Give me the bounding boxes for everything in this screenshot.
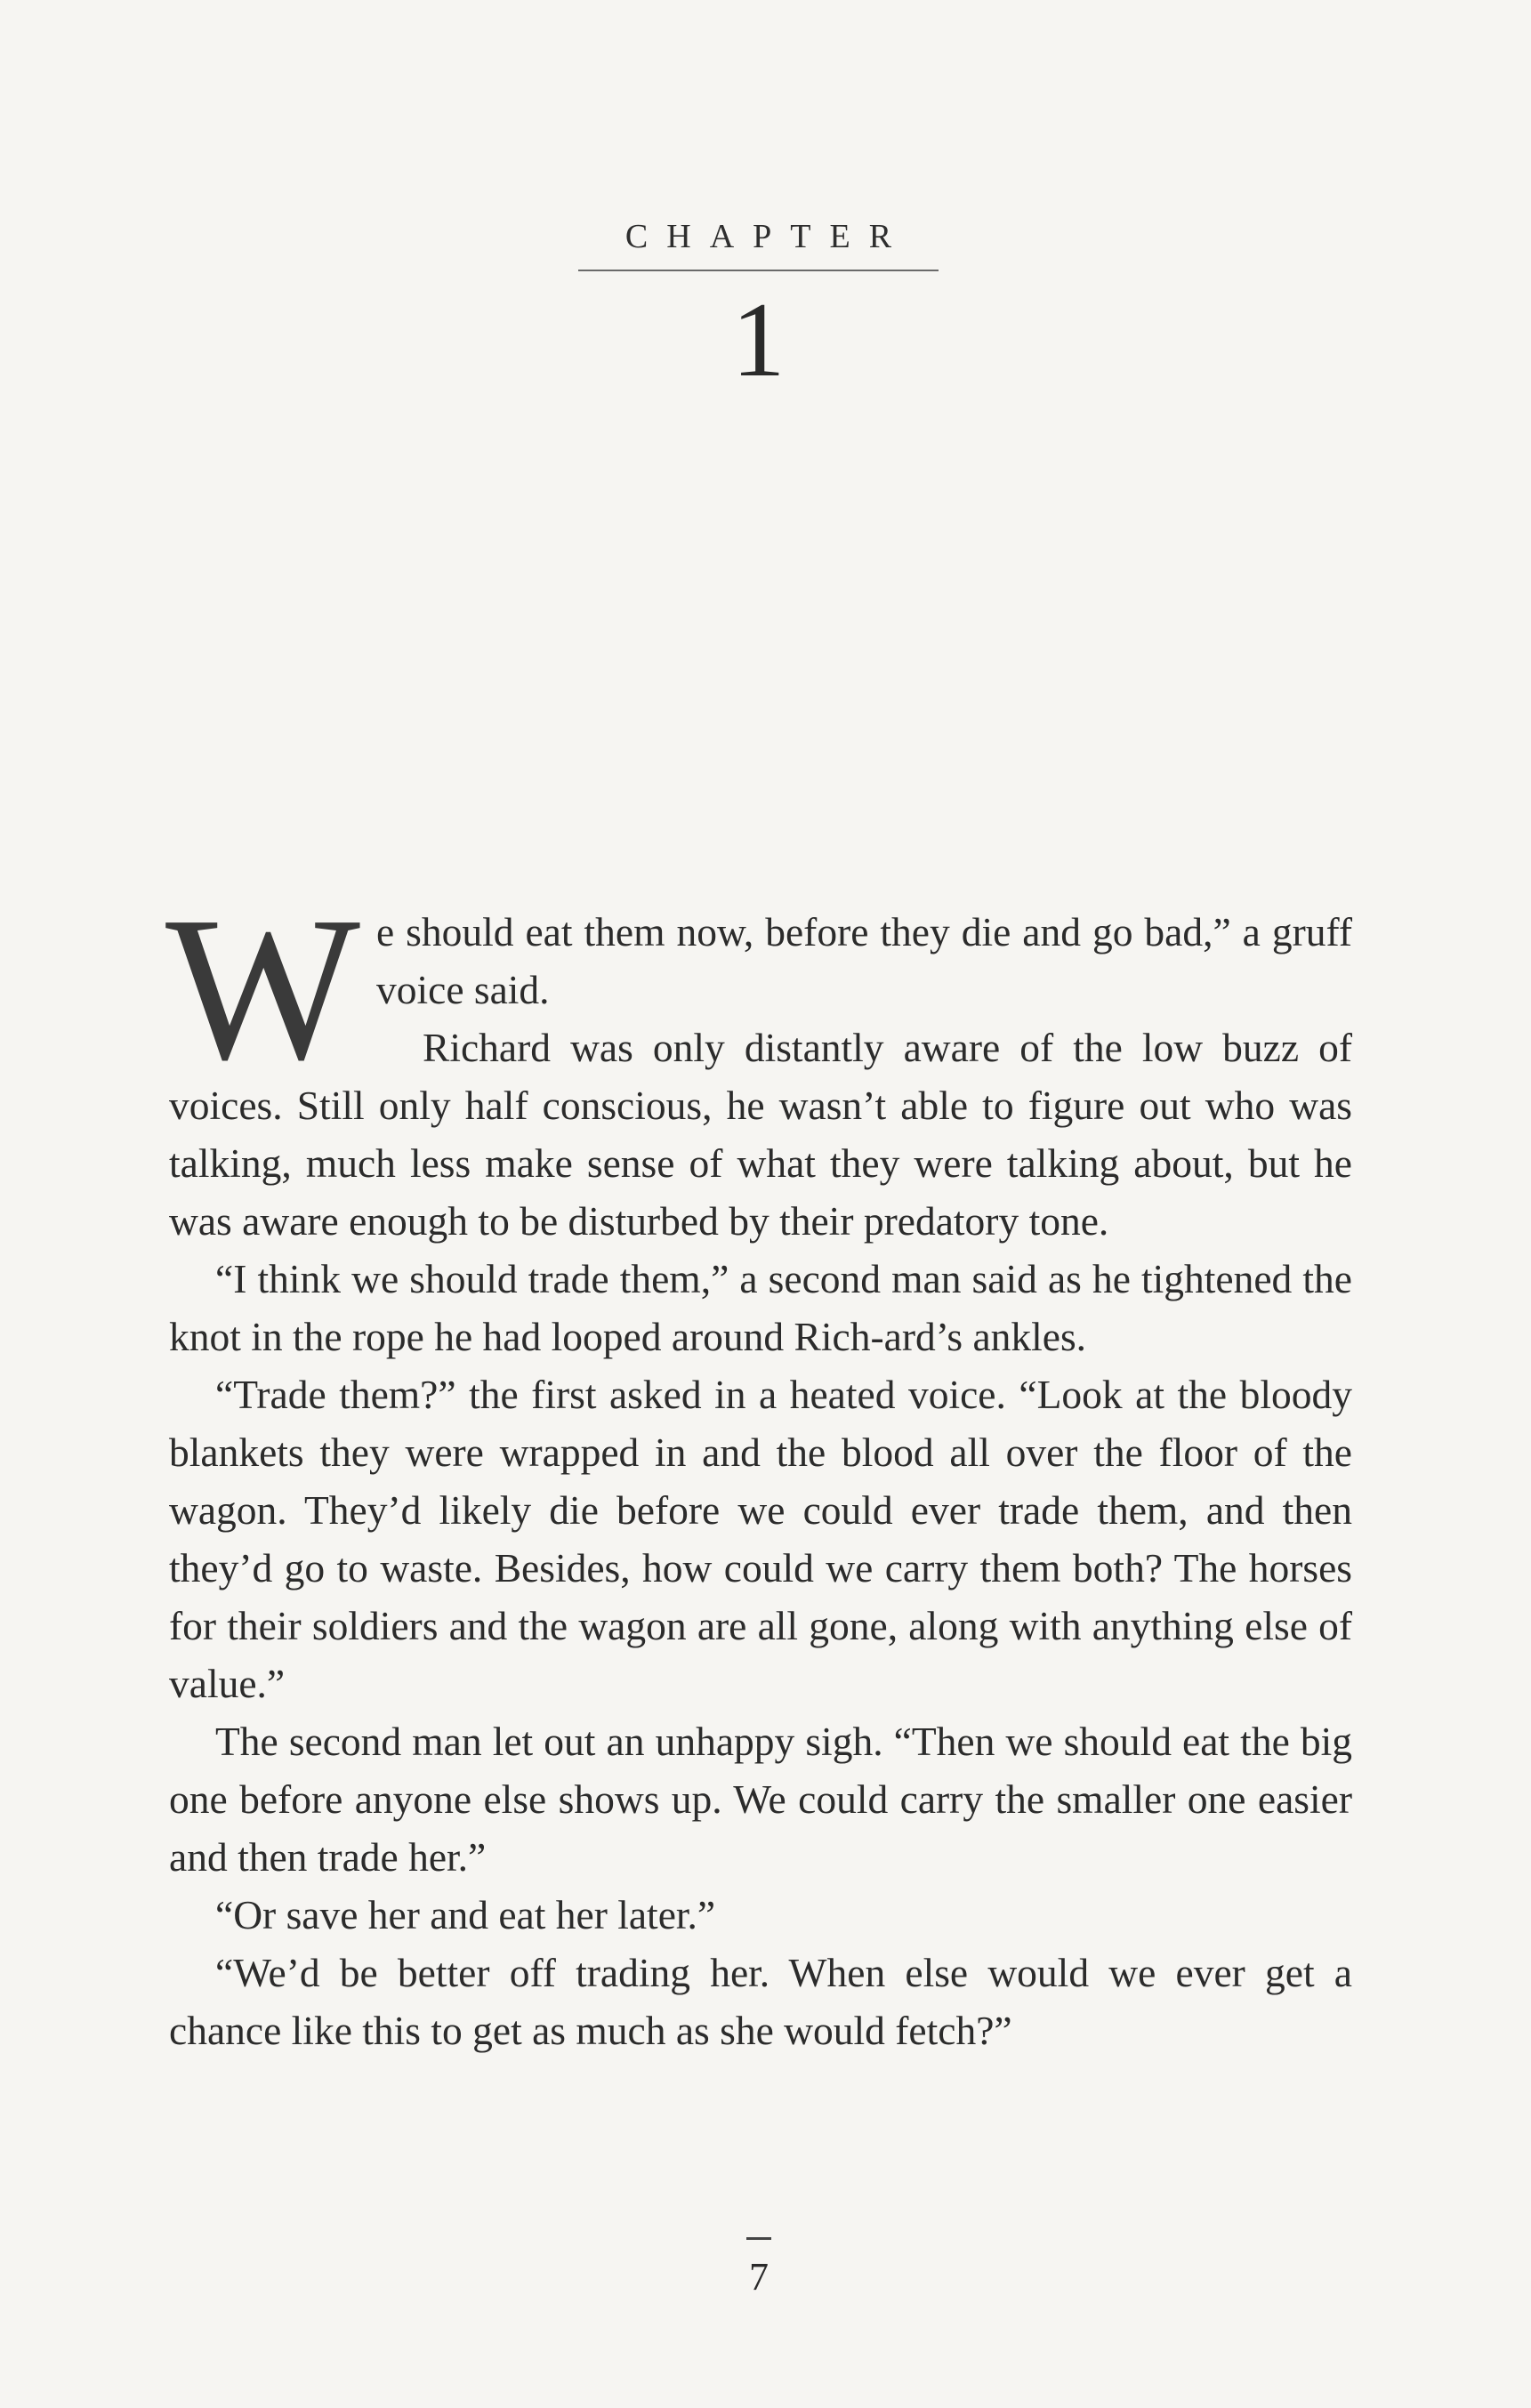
paragraph-1-text: e should eat them now, before they die and go bad,” a gruff voice said.	[375, 909, 1352, 1012]
chapter-number: 1	[731, 280, 786, 399]
body-text	[165, 874, 1352, 2059]
paragraph-6: “Or save her and eat her later.”	[215, 1892, 716, 1937]
paragraph-4: “Trade them?” the first asked in a heated voice. “Look at the bloody blankets they were wrapped in and the blood all over the floor of the wagon. They’d likely die before we could ever trade them, and then they’d go to waste. Besides, how could we carry them both? The horses for their soldiers and the wagon are all gone, along with anything else of value.”	[169, 1372, 1352, 1706]
paragraph-1	[165, 874, 1352, 1103]
paragraph-2: Richard was only distantly aware of the low buzz of voices. Still only half conscious, he wasn’t able to figure out who was talking, much less make sense of what they were talking about, but he was aware enough to be disturbed by their predatory tone.	[169, 1025, 1352, 1244]
drop-cap: W	[165, 874, 360, 1103]
paragraph-5: The second man let out an unhappy sigh. “Then we should eat the big one before anyone else shows up. We could carry the smaller one easier and then trade her.”	[169, 1719, 1352, 1880]
paragraph-7: “We’d be better off trading her. When else would we ever get a chance like this to get as much as she would fetch?”	[169, 1950, 1352, 2053]
chapter-label: CHAPTER	[624, 218, 911, 255]
page-number-rule	[746, 2237, 771, 2240]
page-number: 7	[749, 2255, 769, 2299]
chapter-heading	[578, 216, 939, 398]
paragraph-3: “I think we should trade them,” a second man said as he tightened the knot in the rope he had looped around Rich-ard’s ankles.	[169, 1256, 1352, 1359]
chapter-rule	[578, 270, 939, 271]
